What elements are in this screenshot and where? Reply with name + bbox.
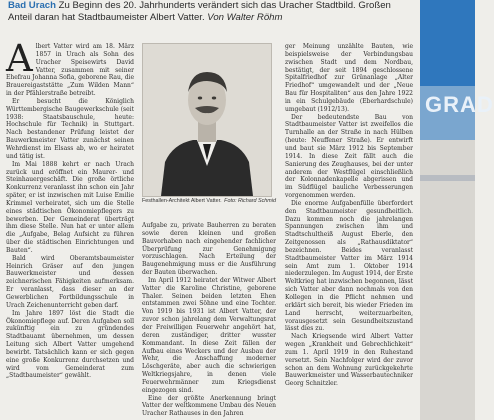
- paragraph: Nach Kriegsende wird Albert Vatter wegen „Krankheit und Gebrechlichkeit“ zum 1. April 1919 in den Ruhestand versetzt. Sein Nachfolger wird der zuvor schon an dem Wohnung zurückgekehrte Bauwerkmeister und Wasserbautechniker Georg Schnitzler.: [285, 333, 413, 388]
- ad-blue-panel: [420, 0, 475, 86]
- paragraph: ger Meinung unzählte Bauten, wie beispielsweise der Verbindungsbau zwischen Stadt und dem Nordbau, bestätigt, der seit 1894 geschlossene Spitalfriedhof zur Grünanlage „Alter Friedhof“ umgewandelt und der „Neue Bau für Hospitaliten“ aus den Jahre 1922 in ein Schulgebäude (Eberhardschule) umgebaut (1912/13).: [285, 43, 413, 113]
- paragraph: Der bedeutendste Bau von Stadtbaumeister Vatter ist zweifellos die Turnhalle an der Straße in nach Hülben (heute: Neuffener Straße). Er entwirft und baut sie März 1912 bis September 1914. In diese Zeit fällt auch die Sanierung des Zeughauses, bei der unter anderem der Westflügel einschließlich der Kolonnadenkapelle abgerissen und im Südflügel bauliche Verbesserungen vorgenommen werden.: [285, 113, 413, 200]
- article-column-1: [6, 37, 134, 380]
- photo-credit: Foto: Richard Schmid: [224, 198, 276, 204]
- ad-divider: [420, 175, 475, 181]
- paragraph: Aufgabe zu, private Bauherren zu beraten sowie deren kleinen und großen Bauvorhaben nach eingehender fachlicher Überprüfung zur Genehmigung vorzuschlagen. Nach Erteilung der Baugenehmigung muss er die Ausführung der Bauten überwachen.: [142, 222, 276, 277]
- paragraph: Albert Vatter wird am 18. März 1857 in Urach als Sohn des Uracher Speisewirts David Vatter, zusammen mit seiner Ehefrau Johanna Sofia, geborene Rau, die Brauereigaststätte „Zum Wilden Mann“ in der Pfählerstraße betreibt.: [6, 37, 134, 98]
- paragraph: Bald wird Oberamtsbaumeister Heinrich Gräser auf den jungen Bauwerkmeister und dessen zeichnerischen Fähigkeiten aufmerksam. Er veranlasst, dass dieser an der Gewerblichen Fortbildungsschule in Urach Zeichenunterricht geben darf.: [6, 254, 134, 309]
- drop-cap: A: [6, 37, 33, 80]
- paragraph: Die enorme Aufgabenfülle überfordert den Stadtbaumeister gesundheitlich. Dazu kommen noch die jahrelangen Spannungen zwischen ihm und Stadtschultheiß August Eberle, den Zeitgenossen als „Rathausdiktator“ bezeichnen. Beides veranlasst Stadtbaumeister Vatter im März 1914 sein Amt zum 1. Oktober 1914 niederzulegen. Im August 1914, der Erste Weltkrieg hat inzwischen begonnen, lässt sich Vatter aber dann nochmals von den Kollegen in die Pflicht nehmen und erklärt sich bereit, bis wieder Frieden im Land herrscht, weiterzuarbeiten, vorausgesetzt sein Gesundheitszustand lässt dies zu.: [285, 199, 413, 333]
- caption-text: Festhallen-Architekt Albert Vatter.: [142, 198, 222, 204]
- article-column-2: [142, 222, 276, 418]
- lead-text: Zu Beginn des 20. Jahrhunderts verändert sich das Uracher Stadtbild. Großen Anteil daran hat Stadtbaumeister Albert Vatter.: [8, 0, 391, 23]
- photo-caption: [142, 198, 276, 205]
- article-column-3: [285, 43, 413, 388]
- kicker: Bad Urach: [8, 0, 56, 11]
- paragraph: Im Mai 1888 kehrt er nach Urach zurück und eröffnet ein Maurer- und Steinhauergeschäft. Die große örtliche Konkurrenz veranlasst ihn schon ein Jahr später, er ist inzwischen mit Luise Emilie Krimmel verheiratet, sich um die Stelle eines städtischen Ökonomiepflegers zu bewerben. Der Gemeinderat überträgt ihm diese Stelle. Nun hat er unter allem die „Aufgabe, Belag Aufsicht zu führen über die städtischen Einrichtungen und Bauten“.: [6, 160, 134, 254]
- portrait-photo: [142, 43, 272, 197]
- ad-headline: GRAD: [425, 92, 494, 117]
- paragraph: Im Jahre 1897 löst die Stadt die Ökonomiepflege auf. Deren Aufgaben soll zukünftig ein zu gründendes Stadtbauamt übernehmen, um dessen Leitung sich Albert Vatter umgehend bewirbt. Tatsächlich kann er sich gegen eine große Konkurrenz durchsetzen und wird vom Gemeinderat zum „Stadtbaumeister“ gewählt.: [6, 309, 134, 380]
- article-lead: [8, 0, 408, 24]
- paragraph: Er besucht die Königlich Württembergische Baugewerkschule (seit 1938: Staatsbauschule, heute: Hochschule für Technik) in Stuttgart. Nach bestandener Prüfung leistet der Bauwerkmeister Vatter zunächst seinen Wehrdienst im Elsass ab, wo er heiratet und tätig ist.: [6, 97, 134, 160]
- advertisement-strip: [420, 0, 494, 420]
- author-line: Von Walter Röhm: [207, 12, 283, 23]
- paragraph: Im April 1912 heiratet der Witwer Albert Vatter die Karoline Christine, geborene Thaler. Seinen beiden letzten Ehen entstammen zwei Söhne und eine Tochter. Von 1919 bis 1931 ist Albert Vatter, der zuvor schon jahrelang dem Verwaltungsrat der Freiwilligen Feuerwehr angehört hat, deren zuständiger, dritter wusster Kommandant. In diese Zeit fällen der Aufbau eines Weckers und der Ausbau der Wehr, die Anschaffung moderner Löschgeräte, aber auch die schwierigen Weltkriegsjahre, in denen viele Feuerwehrmänner zum Kriegsdienst eingezogen sind.: [142, 276, 276, 394]
- paragraph: Eine der größte Anerkennung bringt Vatter der weltkommene Umbau des Neuen Uracher Rathauses in den Jahren: [142, 394, 276, 418]
